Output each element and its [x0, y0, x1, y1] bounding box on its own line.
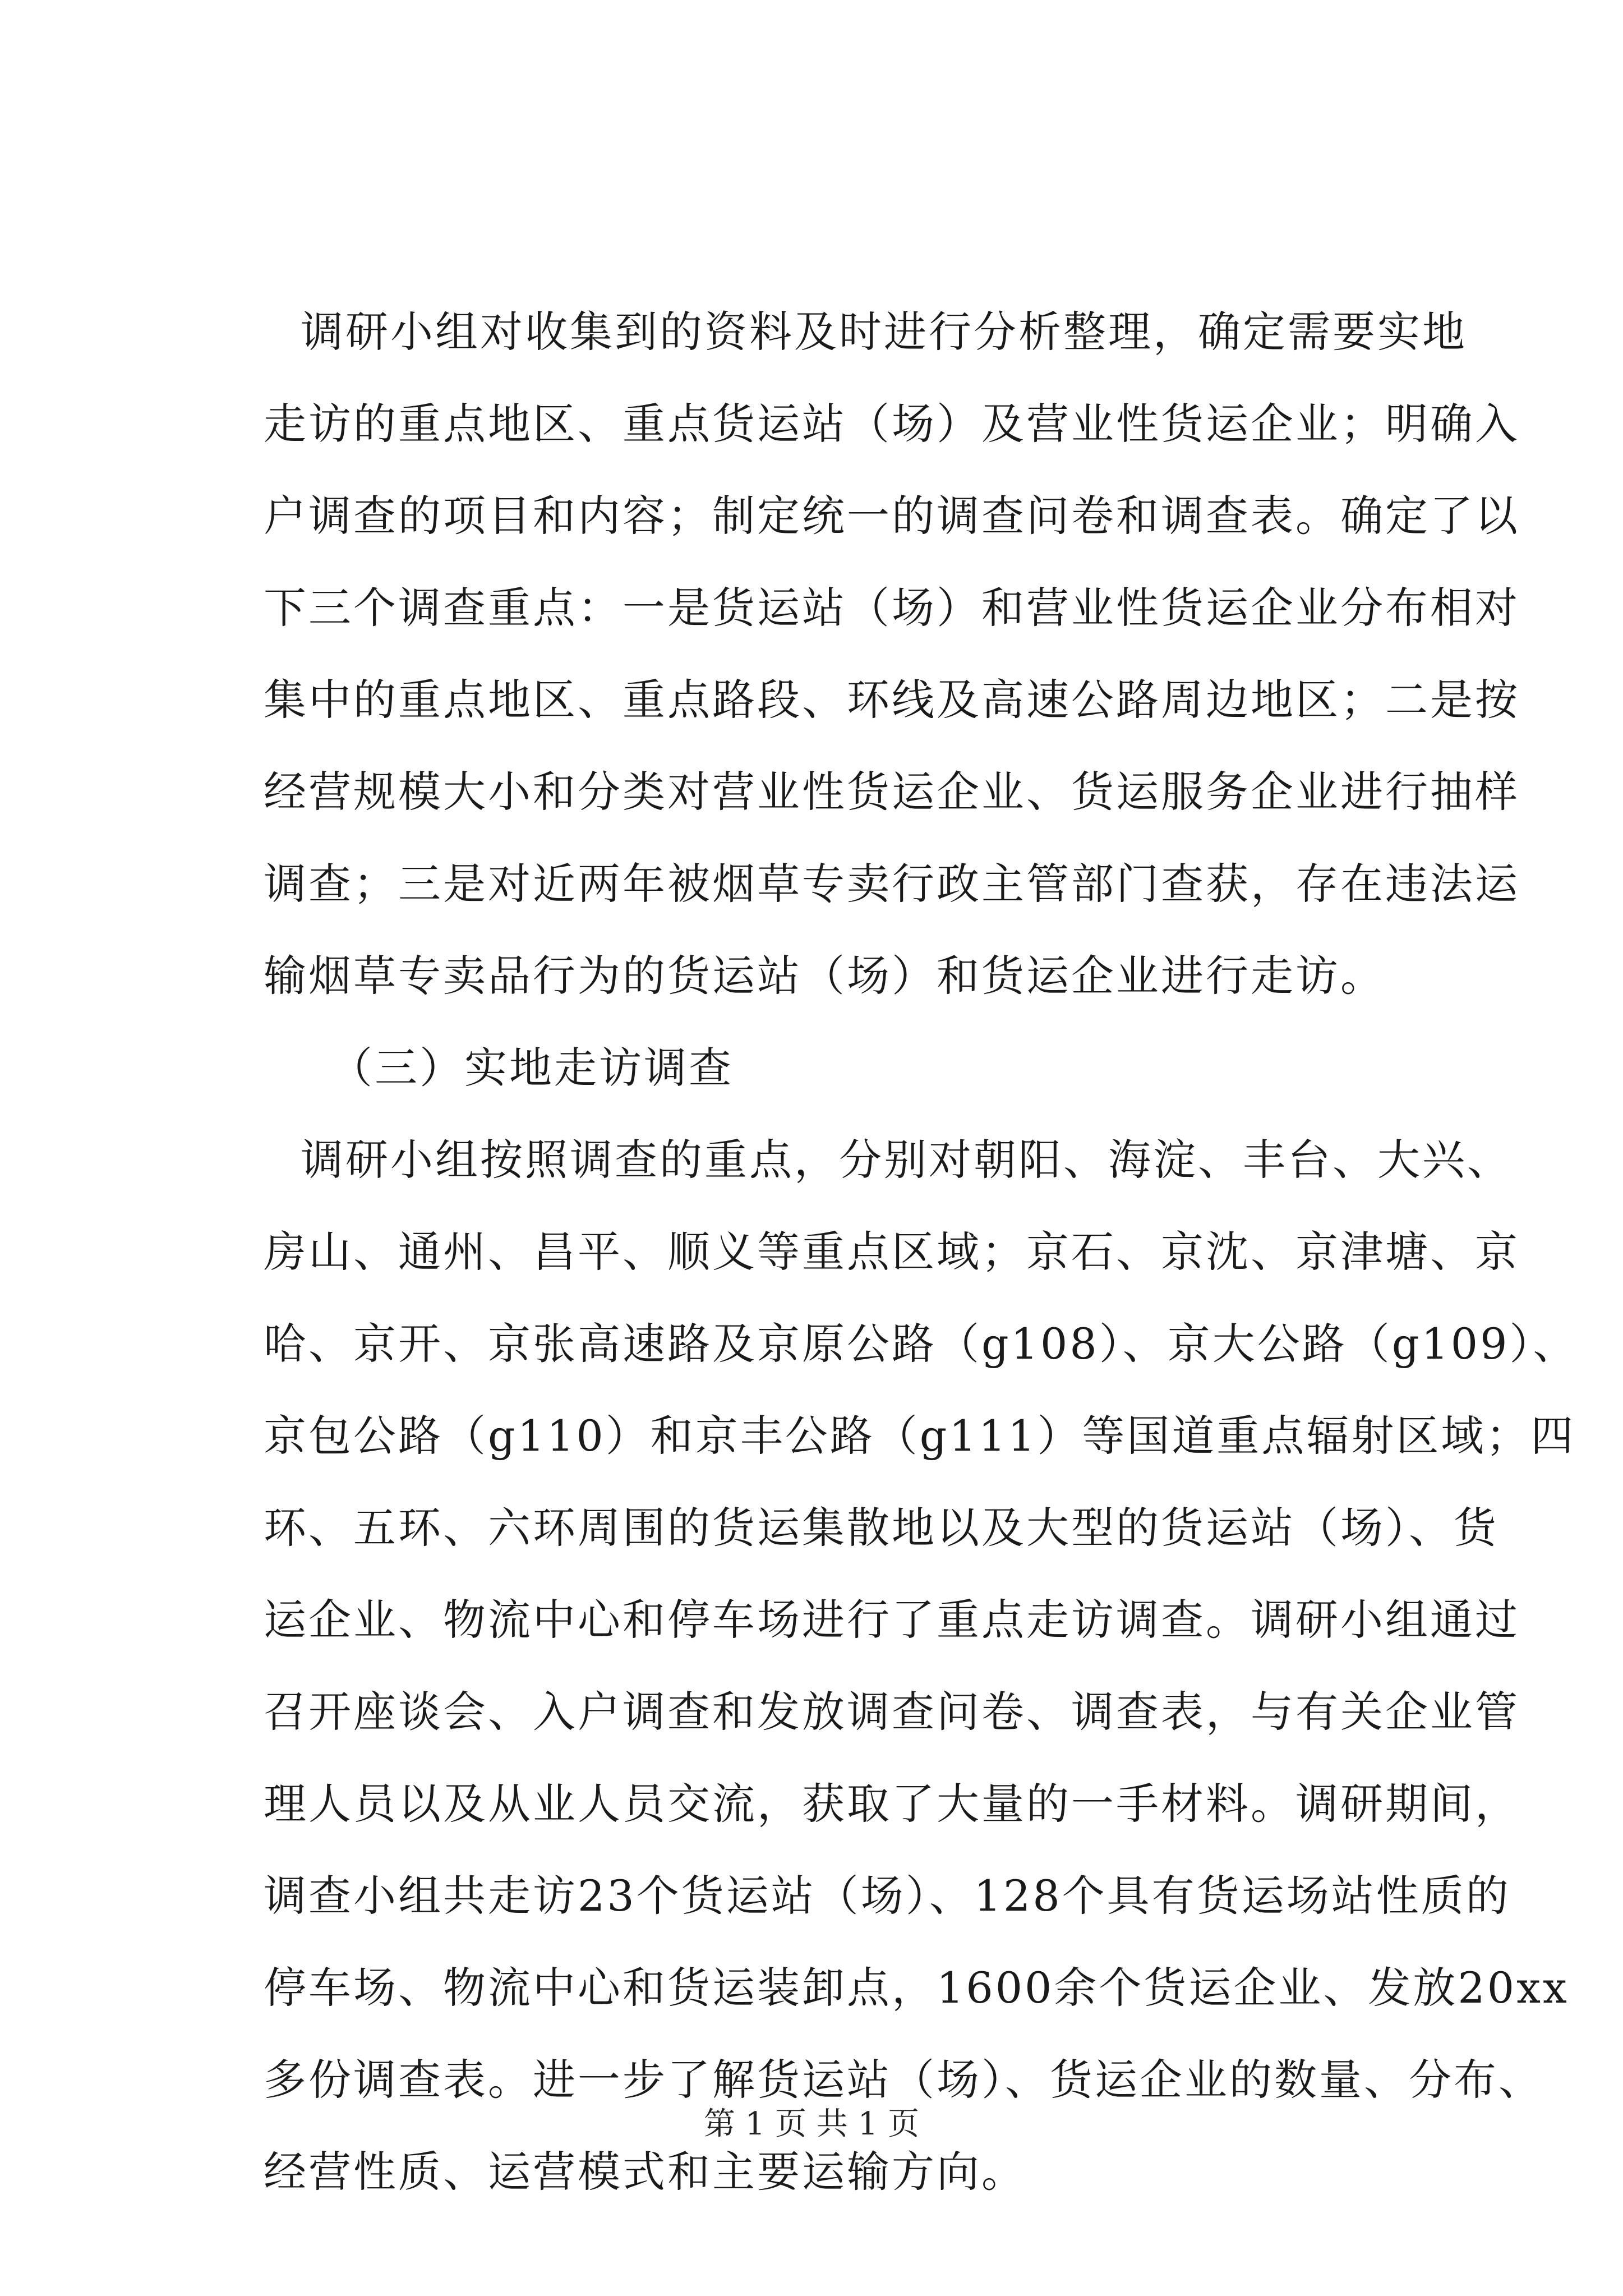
text-line: 理人员以及从业人员交流，获取了大量的一手材料。调研期间，: [264, 1779, 1520, 1829]
document-body: [264, 286, 1578, 2218]
text-line: 停车场、物流中心和货运装卸点，1600余个货运企业、发放20xx: [264, 1963, 1569, 2013]
paragraph-analysis: [264, 286, 1520, 1022]
text-line: 经营性质、运营模式和主要运输方向。: [264, 2147, 1026, 2197]
text-line: 调查小组共走访23个货运站（场）、128个具有货运场站性质的: [264, 1871, 1511, 1921]
text-line: 经营规模大小和分类对营业性货运企业、货运服务企业进行抽样: [264, 767, 1520, 817]
page-footer: [0, 2105, 1623, 2144]
text-line: 调研小组按照调查的重点，分别对朝阳、海淀、丰台、大兴、: [301, 1135, 1512, 1185]
text-line: 多份调查表。进一步了解货运站（场）、货运企业的数量、分布、: [264, 2055, 1543, 2105]
text-line: 集中的重点地区、重点路段、环线及高速公路周边地区；二是按: [264, 675, 1520, 725]
text-line: 房山、通州、昌平、顺义等重点区域；京石、京沈、京津塘、京: [264, 1227, 1520, 1277]
paragraph-field-survey: [264, 1114, 1578, 2218]
text-line: 环、五环、六环周围的货运集散地以及大型的货运站（场）、货: [264, 1503, 1498, 1553]
text-line: 运企业、物流中心和停车场进行了重点走访调查。调研小组通过: [264, 1595, 1520, 1645]
text-line: 调研小组对收集到的资料及时进行分析整理，确定需要实地: [301, 307, 1467, 357]
text-line: 走访的重点地区、重点货运站（场）及营业性货运企业；明确入: [264, 399, 1520, 449]
text-line: 哈、京开、京张高速路及京原公路（g108）、京大公路（g109）、: [264, 1319, 1578, 1369]
text-line: 下三个调查重点：一是货运站（场）和营业性货运企业分布相对: [264, 583, 1520, 633]
section-heading: （三）实地走访调查: [330, 1043, 734, 1093]
text-line: 调查；三是对近两年被烟草专卖行政主管部门查获，存在违法运: [264, 859, 1520, 909]
text-line: 输烟草专卖品行为的货运站（场）和货运企业进行走访。: [264, 951, 1385, 1001]
page-number-label: 第 1 页 共 1 页: [703, 2106, 920, 2142]
text-line: 京包公路（g110）和京丰公路（g111）等国道重点辐射区域；四: [264, 1411, 1576, 1461]
text-line: 户调查的项目和内容；制定统一的调查问卷和调查表。确定了以: [264, 491, 1520, 541]
text-line: 召开座谈会、入户调查和发放调查问卷、调查表，与有关企业管: [264, 1687, 1520, 1737]
